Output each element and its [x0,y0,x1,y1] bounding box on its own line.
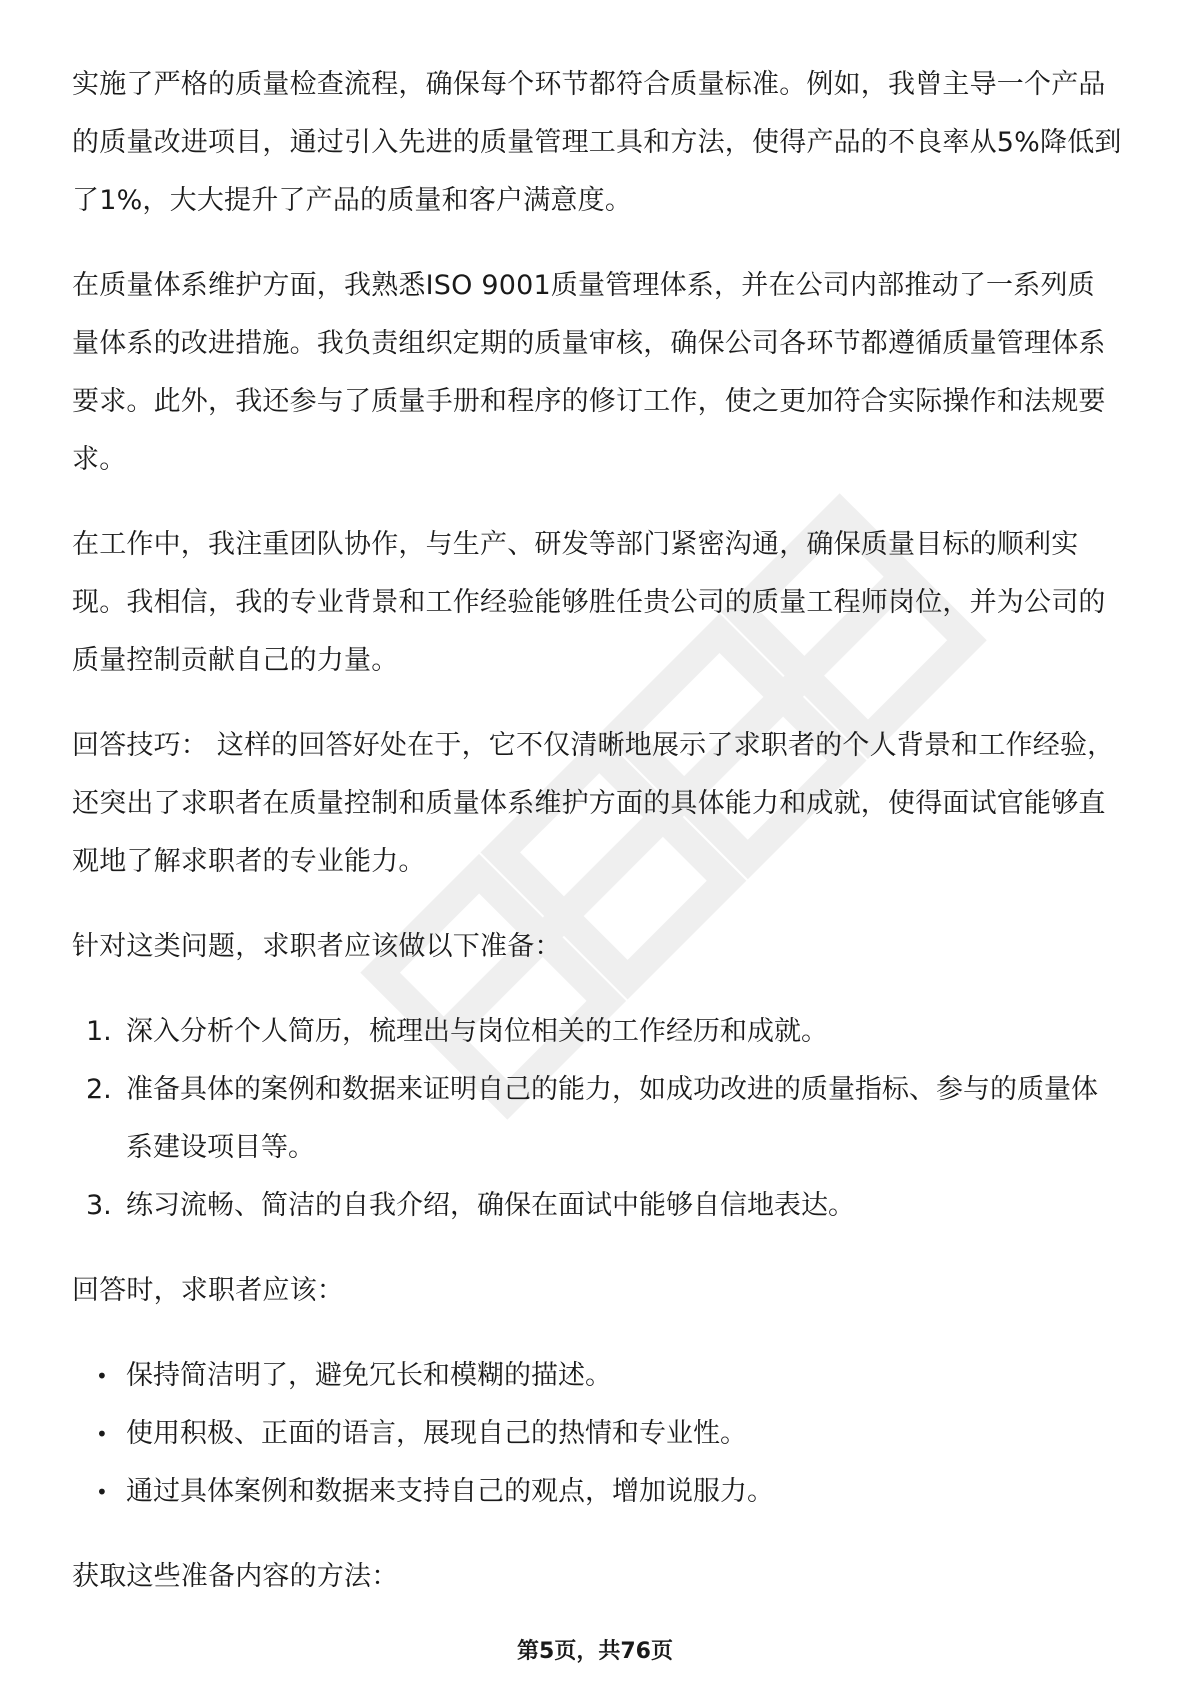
paragraph-quality-inspection: 实施了严格的质量检查流程，确保每个环节都符合质量标准。例如，我曾主导一个产品的质量改进项目，通过引入先进的质量管理工具和方法，使得产品的不良率从5%降低到了1%，大大提升了产品的质量和客户满意度。 [72,69,1122,216]
list-item-text: 练习流畅、简洁的自我介绍，确保在面试中能够自信地表达。 [126,1190,855,1221]
paragraph-teamwork: 在工作中，我注重团队协作，与生产、研发等部门紧密沟通，确保质量目标的顺利实现。我相信，我的专业背景和工作经验能够胜任贵公司的质量工程师岗位，并为公司的质量控制贡献自己的力量。 [72,529,1106,676]
list-item-text: 准备具体的案例和数据来证明自己的能力，如成功改进的质量指标、参与的质量体系建设项目等。 [126,1074,1098,1163]
paragraph-quality-system: 在质量体系维护方面，我熟悉ISO 9001质量管理体系，并在公司内部推动了一系列质量体系的改进措施。我负责组织定期的质量审核，确保公司各环节都遵循质量管理体系要求。此外，我还参与了质量手册和程序的修订工作，使之更加符合实际操作和法规要求。 [72,270,1106,475]
document-body [72,56,1122,1606]
list-item [72,1347,1122,1405]
list-item [72,1405,1122,1463]
bullet-icon: • [96,1422,108,1446]
list-item [72,1177,1122,1235]
bullet-list [72,1347,1122,1521]
list-item [72,1463,1122,1521]
list-item-text: 深入分析个人简历，梳理出与岗位相关的工作经历和成就。 [126,1016,828,1047]
paragraph-answer-tips: 回答技巧： 这样的回答好处在于，它不仅清晰地展示了求职者的个人背景和工作经验，还突出了求职者在质量控制和质量体系维护方面的具体能力和成就，使得面试官能够直观地了解求职者的专业能力。 [72,730,1115,877]
list-number: 1. [86,1016,112,1047]
paragraph-closing: 获取这些准备内容的方法： [72,1561,399,1592]
list-item-text: 保持简洁明了，避免冗长和模糊的描述。 [126,1360,612,1391]
list-item-text: 使用积极、正面的语言，展现自己的热情和专业性。 [126,1418,747,1449]
numbered-list [72,1003,1122,1235]
bullet-icon: • [96,1480,108,1504]
list-item [72,1003,1122,1061]
bullet-icon: • [96,1364,108,1388]
list-item [72,1061,1122,1177]
paragraph-preparation-intro: 针对这类问题，求职者应该做以下准备： [72,931,562,962]
list-number: 3. [86,1190,112,1221]
list-number: 2. [86,1074,112,1105]
paragraph-answer-intro: 回答时，求职者应该： [72,1275,344,1306]
page-footer: 第5页，共76页 [517,1639,673,1664]
list-item-text: 通过具体案例和数据来支持自己的观点，增加说服力。 [126,1476,774,1507]
